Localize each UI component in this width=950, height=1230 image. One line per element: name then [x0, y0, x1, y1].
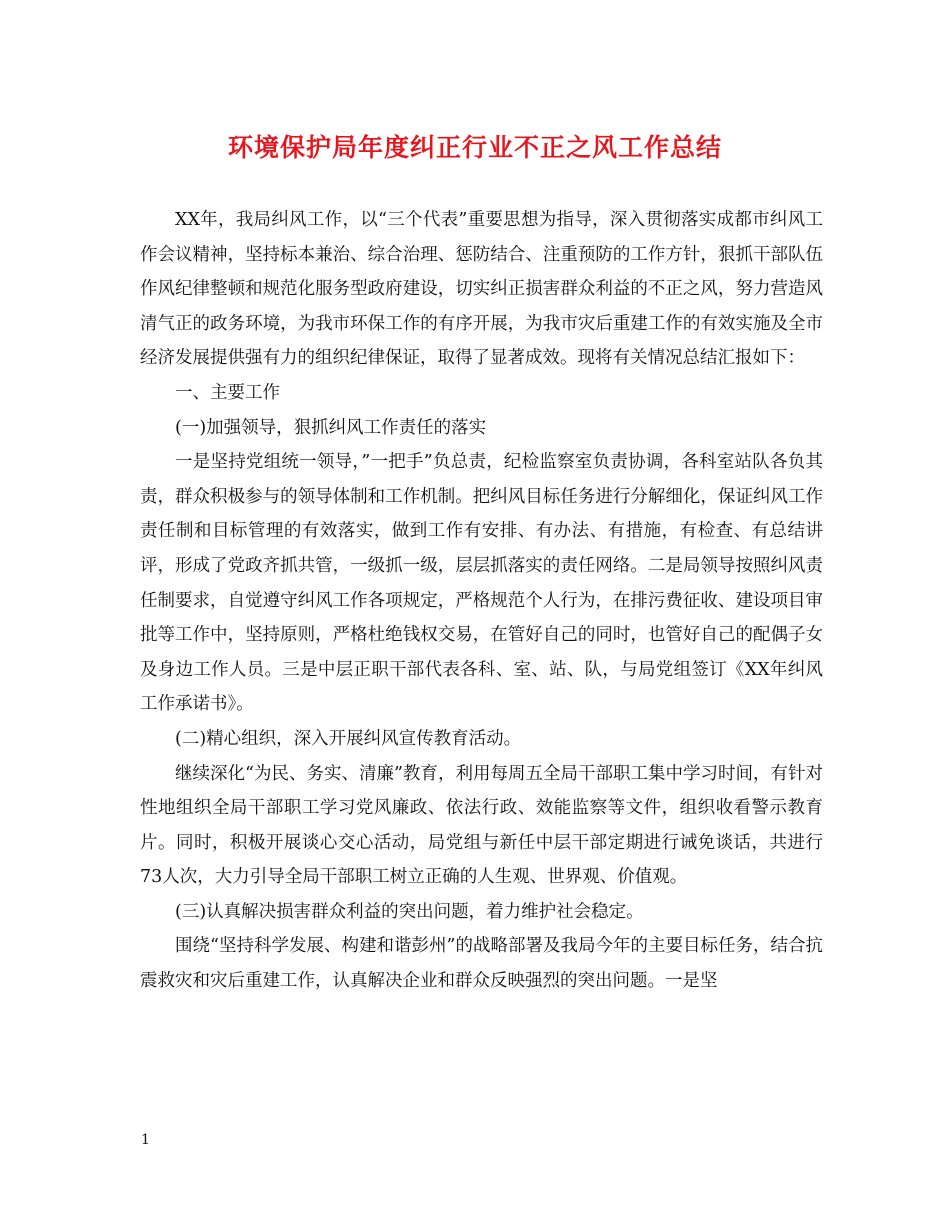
heading-main-work: 一、主要工作 — [175, 382, 280, 403]
paragraph-education: 继续深化“为民、务实、清廉”教育，利用每周五全局干部职工集中学习时间，有针对性地组织全局干部职工学习党风廉政、依法行政、效能监察等文件，组织收看警示教育片。同时，积极开展谈心交心活动，局党组与新任中层干部定期进行诫免谈话，共进行73人次，大力引导全局干部职工树立正确的人生观、世界观、价值观。 — [140, 763, 823, 888]
paragraph-public-interest: 围绕“坚持科学发展、构建和谐彭州”的战略部署及我局今年的主要目标任务，结合抗震救灾和灾后重建工作，认真解决企业和群众反映强烈的突出问题。一是坚 — [140, 936, 823, 992]
subheading-education: (二)精心组织，深入开展纠风宣传教育活动。 — [175, 728, 522, 749]
page-number: 1 — [141, 1132, 150, 1148]
paragraph-leadership: 一是坚持党组统一领导，”一把手”负总责，纪检监察室负责协调，各科室站队各负其责，群众积极参与的领导体制和工作机制。把纠风目标任务进行分解细化，保证纠风工作责任制和目标管理的有效落实，做到工作有安排、有办法、有措施，有检查、有总结讲评，形成了党政齐抓共管，一级抓一级，层层抓落实的责任网络。二是局领导按照纠风责任制要求，自觉遵守纠风工作各项规定，严格规范个人行为，在排污费征收、建设项目审批等工作中，坚持原则，严格杜绝钱权交易，在管好自己的同时，也管好自己的配偶子女及身边工作人员。三是中层正职干部代表各科、室、站、队，与局党组签订《XX年纠风工作承诺书》。 — [140, 452, 823, 715]
subheading-leadership: (一)加强领导，狠抓纠风工作责任的落实 — [175, 417, 487, 438]
subheading-public-interest: (三)认真解决损害群众利益的突出问题，着力维护社会稳定。 — [175, 901, 644, 922]
document-body — [140, 203, 823, 999]
document-title: 环境保护局年度纠正行业不正之风工作总结 — [227, 133, 722, 162]
paragraph-intro: XX年，我局纠风工作，以“三个代表”重要思想为指导，深入贯彻落实成都市纠风工作会议精神，坚持标本兼治、综合治理、惩防结合、注重预防的工作方针，狠抓干部队伍作风纪律整顿和规范化服务型政府建设，切实纠正损害群众利益的不正之风，努力营造风清气正的政务环境，为我市环保工作的有序开展，为我市灾后重建工作的有效实施及全市经济发展提供强有力的组织纪律保证，取得了显著成效。现将有关情况总结汇报如下： — [140, 210, 823, 369]
